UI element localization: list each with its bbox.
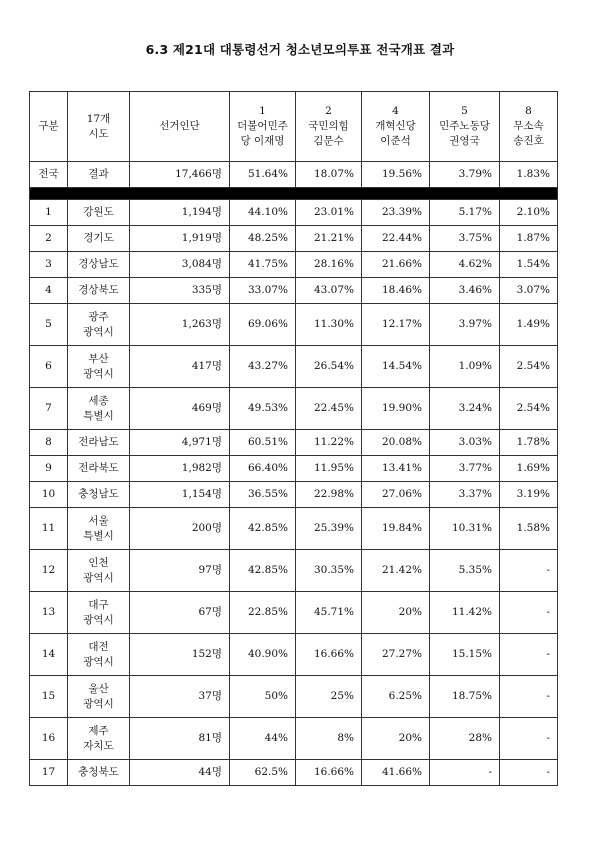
national-value: 3.79%	[430, 162, 500, 188]
table-row	[30, 718, 558, 760]
national-value: 51.64%	[230, 162, 296, 188]
row-voters: 1,982명	[130, 456, 230, 482]
candidate-number: 8	[525, 105, 532, 117]
row-number: 2	[30, 226, 68, 252]
row-number: 10	[30, 482, 68, 508]
row-value: 1.54%	[500, 252, 558, 278]
row-value: 3.97%	[430, 304, 500, 346]
header-row	[30, 92, 558, 162]
table-row	[30, 760, 558, 786]
row-value: 3.03%	[430, 430, 500, 456]
row-value: -	[500, 634, 558, 676]
row-value: 5.35%	[430, 550, 500, 592]
national-value: 1.83%	[500, 162, 558, 188]
row-value: -	[500, 550, 558, 592]
row-value: 49.53%	[230, 388, 296, 430]
region-line: 울산	[88, 682, 109, 695]
row-region	[68, 278, 130, 304]
table-row	[30, 304, 558, 346]
row-number: 15	[30, 676, 68, 718]
region-line: 광역시	[83, 613, 114, 626]
row-value: 14.54%	[362, 346, 430, 388]
region-line: 강원도	[83, 206, 114, 218]
row-region	[68, 430, 130, 456]
row-value: 1.09%	[430, 346, 500, 388]
candidate-name: 송진호	[513, 135, 544, 147]
header-category: 구분	[30, 92, 68, 162]
row-value: 44.10%	[230, 200, 296, 226]
region-line: 인천	[88, 556, 109, 569]
region-line: 경기도	[83, 232, 114, 244]
row-value: 27.06%	[362, 482, 430, 508]
row-value: -	[500, 760, 558, 786]
candidate-number: 2	[325, 105, 332, 117]
row-value: 2.54%	[500, 388, 558, 430]
region-line: 충청북도	[78, 766, 119, 778]
row-voters: 4,971명	[130, 430, 230, 456]
separator-cell	[30, 188, 558, 200]
row-region	[68, 550, 130, 592]
page-title: 6.3 제21대 대통령선거 청소년모의투표 전국개표 결과	[145, 42, 455, 57]
row-value: 42.85%	[230, 550, 296, 592]
row-value: 26.54%	[296, 346, 362, 388]
header-candidate-1	[230, 92, 296, 162]
region-line: 광주	[88, 310, 109, 323]
national-label: 전국	[30, 162, 68, 188]
region-line: 광역시	[83, 571, 114, 584]
row-value: 3.37%	[430, 482, 500, 508]
row-value: 11.30%	[296, 304, 362, 346]
candidate-party: 개혁신당	[375, 120, 416, 132]
table-row	[30, 430, 558, 456]
region-line: 특별시	[83, 529, 114, 542]
row-value: 22.45%	[296, 388, 362, 430]
header-region-line: 시도	[88, 127, 109, 140]
results-table	[29, 91, 558, 786]
row-voters: 97명	[130, 550, 230, 592]
row-value: 28%	[430, 718, 500, 760]
table-row	[30, 278, 558, 304]
region-line: 부산	[88, 352, 109, 365]
national-value: 18.07%	[296, 162, 362, 188]
row-value: 25%	[296, 676, 362, 718]
table-row	[30, 482, 558, 508]
row-region	[68, 346, 130, 388]
row-number: 12	[30, 550, 68, 592]
row-number: 9	[30, 456, 68, 482]
row-number: 13	[30, 592, 68, 634]
row-value: 10.31%	[430, 508, 500, 550]
row-region	[68, 456, 130, 482]
row-value: 4.62%	[430, 252, 500, 278]
row-voters: 335명	[130, 278, 230, 304]
national-voters: 17,466명	[130, 162, 230, 188]
table-row	[30, 200, 558, 226]
row-number: 4	[30, 278, 68, 304]
candidate-number: 4	[392, 105, 399, 117]
row-voters: 44명	[130, 760, 230, 786]
row-number: 8	[30, 430, 68, 456]
row-region	[68, 252, 130, 278]
candidate-name: 김문수	[313, 135, 344, 147]
row-value: 13.41%	[362, 456, 430, 482]
row-number: 6	[30, 346, 68, 388]
row-voters: 469명	[130, 388, 230, 430]
row-value: 11.22%	[296, 430, 362, 456]
row-value: 20%	[362, 718, 430, 760]
candidate-party: 국민의힘	[308, 120, 349, 132]
row-voters: 417명	[130, 346, 230, 388]
region-line: 광역시	[83, 325, 114, 338]
region-line: 광역시	[83, 367, 114, 380]
region-line: 대전	[88, 640, 109, 653]
row-value: 62.5%	[230, 760, 296, 786]
table-row	[30, 592, 558, 634]
row-value: 21.21%	[296, 226, 362, 252]
row-value: -	[500, 592, 558, 634]
row-value: 5.17%	[430, 200, 500, 226]
row-value: 15.15%	[430, 634, 500, 676]
row-voters: 200명	[130, 508, 230, 550]
row-value: 42.85%	[230, 508, 296, 550]
row-value: 1.58%	[500, 508, 558, 550]
national-row	[30, 162, 558, 188]
row-region	[68, 760, 130, 786]
row-value: 21.42%	[362, 550, 430, 592]
region-line: 대구	[88, 598, 109, 611]
header-candidate-2	[296, 92, 362, 162]
row-value: 33.07%	[230, 278, 296, 304]
region-line: 제주	[88, 724, 109, 737]
region-line: 광역시	[83, 697, 114, 710]
row-number: 7	[30, 388, 68, 430]
row-region	[68, 482, 130, 508]
candidate-party: 민주노동당	[439, 120, 490, 132]
row-value: 23.39%	[362, 200, 430, 226]
row-value: 19.90%	[362, 388, 430, 430]
region-line: 광역시	[83, 655, 114, 668]
row-value: 69.06%	[230, 304, 296, 346]
table-row	[30, 550, 558, 592]
row-voters: 1,919명	[130, 226, 230, 252]
row-value: 41.66%	[362, 760, 430, 786]
row-value: 3.46%	[430, 278, 500, 304]
table-row	[30, 226, 558, 252]
row-value: 6.25%	[362, 676, 430, 718]
region-line: 전라남도	[78, 436, 119, 448]
region-line: 경상남도	[78, 258, 119, 270]
row-region	[68, 304, 130, 346]
region-line: 특별시	[83, 409, 114, 422]
row-region	[68, 508, 130, 550]
row-value: 41.75%	[230, 252, 296, 278]
row-value: -	[430, 760, 500, 786]
row-value: 18.75%	[430, 676, 500, 718]
row-region	[68, 388, 130, 430]
row-value: -	[500, 718, 558, 760]
row-voters: 1,263명	[130, 304, 230, 346]
header-candidate-5	[430, 92, 500, 162]
row-value: 18.46%	[362, 278, 430, 304]
row-value: 20%	[362, 592, 430, 634]
row-value: 1.87%	[500, 226, 558, 252]
row-value: 43.27%	[230, 346, 296, 388]
row-voters: 81명	[130, 718, 230, 760]
row-value: 22.85%	[230, 592, 296, 634]
row-value: 20.08%	[362, 430, 430, 456]
row-value: 21.66%	[362, 252, 430, 278]
row-value: 11.95%	[296, 456, 362, 482]
row-value: 27.27%	[362, 634, 430, 676]
row-value: 3.75%	[430, 226, 500, 252]
candidate-name: 권영국	[449, 135, 480, 147]
row-voters: 152명	[130, 634, 230, 676]
row-value: 45.71%	[296, 592, 362, 634]
table-row	[30, 634, 558, 676]
row-value: 43.07%	[296, 278, 362, 304]
table-row	[30, 508, 558, 550]
row-number: 16	[30, 718, 68, 760]
row-number: 11	[30, 508, 68, 550]
row-value: 2.10%	[500, 200, 558, 226]
row-number: 3	[30, 252, 68, 278]
candidate-name: 이준석	[380, 135, 411, 147]
header-candidate-8	[500, 92, 558, 162]
row-value: 1.49%	[500, 304, 558, 346]
row-voters: 37명	[130, 676, 230, 718]
row-value: 50%	[230, 676, 296, 718]
row-value: 8%	[296, 718, 362, 760]
row-value: 16.66%	[296, 760, 362, 786]
table-row	[30, 252, 558, 278]
row-region	[68, 592, 130, 634]
row-value: 48.25%	[230, 226, 296, 252]
row-value: 25.39%	[296, 508, 362, 550]
row-value: 3.77%	[430, 456, 500, 482]
region-line: 자치도	[83, 739, 114, 752]
row-value: 22.98%	[296, 482, 362, 508]
row-region	[68, 226, 130, 252]
header-voters: 선거인단	[130, 92, 230, 162]
row-value: 36.55%	[230, 482, 296, 508]
row-value: 11.42%	[430, 592, 500, 634]
row-value: 3.07%	[500, 278, 558, 304]
row-value: 23.01%	[296, 200, 362, 226]
row-value: 40.90%	[230, 634, 296, 676]
row-value: 66.40%	[230, 456, 296, 482]
row-value: 28.16%	[296, 252, 362, 278]
row-value: 22.44%	[362, 226, 430, 252]
row-value: 1.69%	[500, 456, 558, 482]
row-voters: 1,194명	[130, 200, 230, 226]
row-voters: 3,084명	[130, 252, 230, 278]
header-region	[68, 92, 130, 162]
row-value: 19.84%	[362, 508, 430, 550]
row-value: 30.35%	[296, 550, 362, 592]
row-region	[68, 200, 130, 226]
region-line: 경상북도	[78, 284, 119, 296]
region-line: 서울	[88, 514, 109, 527]
header-candidate-4	[362, 92, 430, 162]
row-value: 12.17%	[362, 304, 430, 346]
row-value: 3.24%	[430, 388, 500, 430]
candidate-number: 5	[461, 105, 468, 117]
row-value: -	[500, 676, 558, 718]
region-line: 세종	[88, 394, 109, 407]
row-value: 16.66%	[296, 634, 362, 676]
candidate-number: 1	[259, 105, 266, 117]
header-region-line: 17개	[86, 112, 111, 125]
row-number: 17	[30, 760, 68, 786]
row-value: 60.51%	[230, 430, 296, 456]
separator-bar	[30, 188, 558, 200]
row-value: 44%	[230, 718, 296, 760]
row-number: 14	[30, 634, 68, 676]
row-region	[68, 676, 130, 718]
region-line: 전라북도	[78, 462, 119, 474]
row-region	[68, 718, 130, 760]
row-region	[68, 634, 130, 676]
row-value: 1.78%	[500, 430, 558, 456]
row-voters: 67명	[130, 592, 230, 634]
region-line: 충청남도	[78, 488, 119, 500]
candidate-party: 무소속	[513, 120, 544, 132]
row-voters: 1,154명	[130, 482, 230, 508]
table-row	[30, 676, 558, 718]
national-value: 19.56%	[362, 162, 430, 188]
row-value: 3.19%	[500, 482, 558, 508]
row-number: 1	[30, 200, 68, 226]
table-row	[30, 346, 558, 388]
row-value: 2.54%	[500, 346, 558, 388]
national-region: 결과	[68, 162, 130, 188]
candidate-name: 당 이재명	[240, 135, 285, 147]
table-row	[30, 456, 558, 482]
table-row	[30, 388, 558, 430]
row-number: 5	[30, 304, 68, 346]
candidate-party: 더불어민주	[237, 120, 288, 132]
